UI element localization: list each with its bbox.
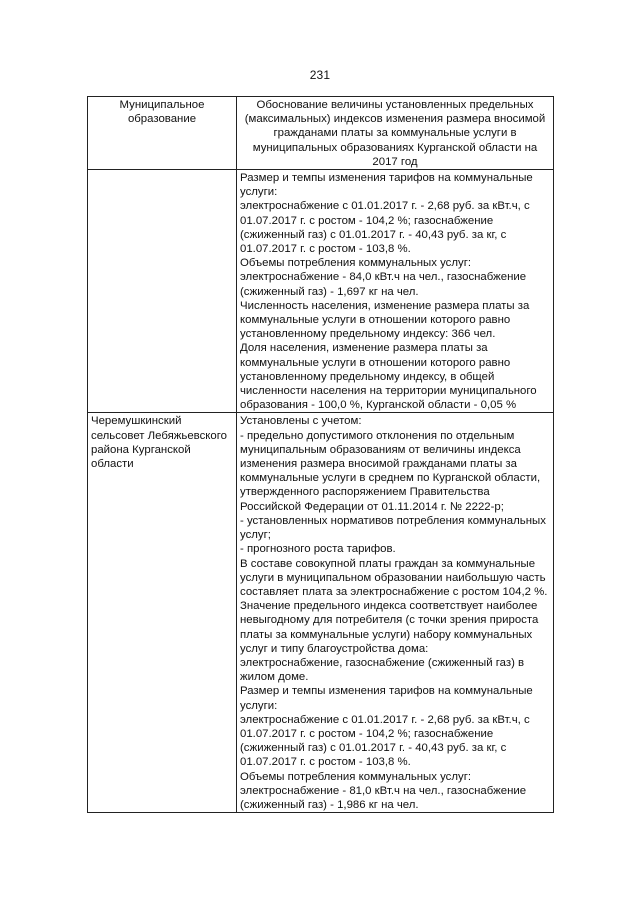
page-number: 231 xyxy=(309,68,331,82)
municipality-cell xyxy=(88,413,237,813)
paragraph: Объемы потребления коммунальных услуг: xyxy=(240,770,472,783)
paragraph: Размер и темпы изменения тарифов на коммунальные услуги: xyxy=(240,685,533,712)
tariff-justification-table xyxy=(87,96,554,813)
paragraph: Объемы потребления коммунальных услуг: xyxy=(240,257,472,270)
paragraph: В составе совокупной платы граждан за коммунальные услуги в муниципальном образовании наибольшую часть составляет плата за электроснабжение с ростом 104,2 %. xyxy=(240,557,548,598)
paragraph: электроснабжение - 81,0 кВт.ч на чел., газоснабжение (сжиженный газ) - 1,986 кг на чел. xyxy=(240,784,527,811)
paragraph: Размер и темпы изменения тарифов на коммунальные услуги: xyxy=(240,172,533,199)
paragraph: - предельно допустимого отклонения по отдельным муниципальным образованиям от величины индекса изменения размера вносимой гражданами платы за коммунальные услуги в среднем по Курганской области, утвержденного распоряжением Правительства Российской Федерации от 01.11.2014 г. № 2222-р; xyxy=(240,429,541,513)
header-municipality: Муниципальное образование xyxy=(88,97,237,170)
municipality-name: Черемушкинский сельсовет Лебяжьевского района Курганской области xyxy=(91,415,227,471)
paragraph: электроснабжение с 01.01.2017 г. - 2,68 руб. за кВт.ч, с 01.07.2017 г. с ростом - 104,2 %; газоснабжение (сжиженный газ) с 01.01.2017 г. - 40,43 руб. за кг, с 01.07.2017 г. с ростом - 103,8 %. xyxy=(240,200,530,256)
table-header-row xyxy=(88,97,554,170)
paragraph: Численность населения, изменение размера платы за коммунальные услуги в отношении которого равно установленному предельному индексу: 366 чел. xyxy=(240,299,530,341)
paragraph: Установлены с учетом: xyxy=(240,415,362,428)
paragraph: Значение предельного индекса соответствует наиболее невыгодному для потребителя (с точки зрения прироста платы за коммунальные услуги) набору коммунальных услуг и типу благоустройства дома: xyxy=(240,600,539,655)
justification-cell xyxy=(237,170,554,413)
municipality-cell xyxy=(88,170,237,413)
justification-cell xyxy=(237,413,554,813)
paragraph: - установленных нормативов потребления коммунальных услуг; xyxy=(240,514,546,542)
paragraph: электроснабжение - 84,0 кВт.ч на чел., газоснабжение (сжиженный газ) - 1,697 кг на чел. xyxy=(240,271,527,298)
table-row xyxy=(88,413,554,813)
paragraph: - прогнозного роста тарифов. xyxy=(240,543,396,556)
paragraph: электроснабжение с 01.01.2017 г. - 2,68 руб. за кВт.ч, с 01.07.2017 г. с ростом - 104,2 %; газоснабжение (сжиженный газ) с 01.01.2017 г. - 40,43 руб. за кг, с 01.07.2017 г. с ростом - 103,8 %. xyxy=(240,713,530,769)
paragraph: электроснабжение, газоснабжение (сжиженный газ) в жилом доме. xyxy=(240,656,525,684)
table-row xyxy=(88,170,554,413)
paragraph: Доля населения, изменение размера платы за коммунальные услуги в отношении которого равно установленному предельному индексу, в общей численности населения на территории муниципального образования - 100,0 %, Курганской области - 0,05 % xyxy=(240,342,537,412)
header-justification: Обоснование величины установленных предельных (максимальных) индексов изменения размера вносимой гражданами платы за коммунальные услуги в муниципальных образованиях Курганской области на 2017 год xyxy=(237,97,554,170)
